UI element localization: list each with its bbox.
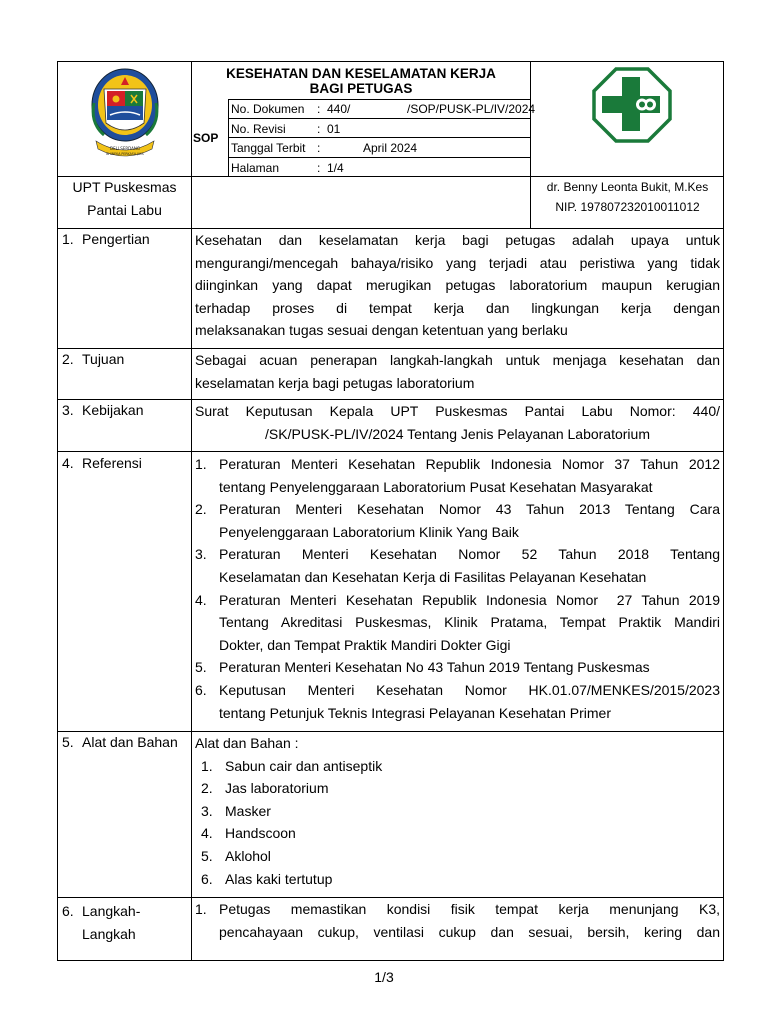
- list-item: 1. Sabun cair dan antiseptik: [201, 757, 383, 774]
- regional-emblem-logo: [84, 63, 166, 161]
- section-body-langkah: [195, 898, 720, 943]
- list-item: 1. Petugas memastikan kondisi fisik tempat kerja menunjang K3, pencahayaan cukup, ventilasi cukup dan sesuai, bersih, kering dan: [195, 901, 720, 940]
- meta-page: Halaman : 1/4: [231, 160, 344, 175]
- meta-revision: No. Revisi : 01: [231, 121, 341, 136]
- section-body-referensi: [195, 453, 720, 724]
- section-body-kebijakan: Surat Keputusan Kepala UPT Puskesmas Pantai Labu Nomor: 440/ /SK/PUSK-PL/IV/2024 Tentang Jenis Pelayanan Laboratorium: [195, 403, 720, 442]
- emblem-banner-text: DELI SERDANG: [110, 146, 140, 151]
- section-body-pengertian: Kesehatan dan keselamatan kerja bagi petugas adalah upaya untuk mengurangi/mencegah bahaya/risiko yang terjadi atau peristiwa yang tidak diinginkan yang dapat merugikan petugas laboratorium maupun kerugian terhadap proses di tempat kerja dan lingkungan kerja dengan melaksanakan tugas sesuai dengan ketentuan yang berlaku: [195, 232, 720, 339]
- section-body-tujuan: Sebagai acuan penerapan langkah-langkah untuk menjaga kesehatan dan keselamatan kerja bagi petugas laboratorium: [195, 352, 720, 391]
- list-item: 6. Keputusan Menteri Kesehatan Nomor HK.01.07/MENKES/2015/2023 tentang Petunjuk Teknis Integrasi Pelayanan Kesehatan Primer: [195, 681, 720, 721]
- list-item: 5. Aklohol: [201, 847, 271, 864]
- list-item: 3. Masker: [201, 802, 271, 819]
- section-label-kebijakan: 3. Kebijakan: [62, 402, 144, 418]
- list-item: 2. Jas laboratorium: [201, 780, 329, 797]
- section-divider: [57, 451, 724, 452]
- signer-block: [531, 178, 724, 217]
- section-label-langkah: 6. Langkah- Langkah: [62, 903, 141, 942]
- list-item: 6. Alas kaki tertutup: [201, 870, 333, 887]
- signer-nip: NIP. 197807232010011012: [555, 199, 700, 214]
- list-item: 4. Handscoon: [201, 825, 296, 842]
- list-item: 5. Peraturan Menteri Kesehatan No 43 Tahun 2019 Tentang Puskesmas: [195, 659, 650, 676]
- puskesmas-logo: [592, 67, 672, 143]
- meta-doc-number: No. Dokumen : 440/ /SOP/PUSK-PL/IV/2024: [231, 102, 536, 116]
- section-label-pengertian: 1. Pengertian: [62, 231, 150, 247]
- document-meta: [231, 100, 536, 178]
- list-item: 4. Peraturan Menteri Kesehatan Republik Indonesia Nomor 27 Tahun 2019 Tentang Akreditasi Puskesmas, Klinik Pratama, Tempat Praktik Mandiri Dokter, dan Tempat Praktik Mandiri Dokter Gigi: [195, 591, 720, 653]
- document-title: KESEHATAN DAN KESELAMATAN KERJA BAGI PETUGAS: [226, 66, 496, 96]
- list-item: 2. Peraturan Menteri Kesehatan Nomor 43 Tahun 2013 Tentang Cara Penyelenggaraan Laboratorium Klinik Yang Baik: [195, 501, 720, 540]
- section-body-alat: Alat dan Bahan : 1. Sabun cair dan antiseptik 2. Jas laboratorium 3. Masker 4. Handscoon 5. Aklohol 6. Alas kaki tertutup: [195, 732, 720, 890]
- signer-name: dr. Benny Leonta Bukit, M.Kes: [546, 180, 709, 194]
- page-number: 1/3: [374, 969, 394, 985]
- meta-date: Tanggal Terbit : April 2024: [231, 141, 418, 155]
- emblem-banner-text-bottom: BHINEKA PERKASA JAYA: [106, 152, 144, 156]
- list-item: 3. Peraturan Menteri Kesehatan Nomor 52 Tahun 2018 Tentang Keselamatan dan Kesehatan Kerja di Fasilitas Pelayanan Kesehatan: [195, 546, 720, 585]
- list-item: 1. Peraturan Menteri Kesehatan Republik Indonesia Nomor 37 Tahun 2012 tentang Penyelenggaraan Laboratorium Pusat Kesehatan Masyarakat: [195, 456, 720, 495]
- section-label-referensi: 4. Referensi: [62, 455, 142, 471]
- column-divider: [191, 61, 192, 961]
- organization-name: UPT Puskesmas Pantai Labu: [72, 179, 177, 218]
- sop-label: SOP: [193, 131, 219, 145]
- section-label-tujuan: 2. Tujuan: [62, 351, 125, 367]
- section-label-alat: 5. Alat dan Bahan: [62, 734, 178, 750]
